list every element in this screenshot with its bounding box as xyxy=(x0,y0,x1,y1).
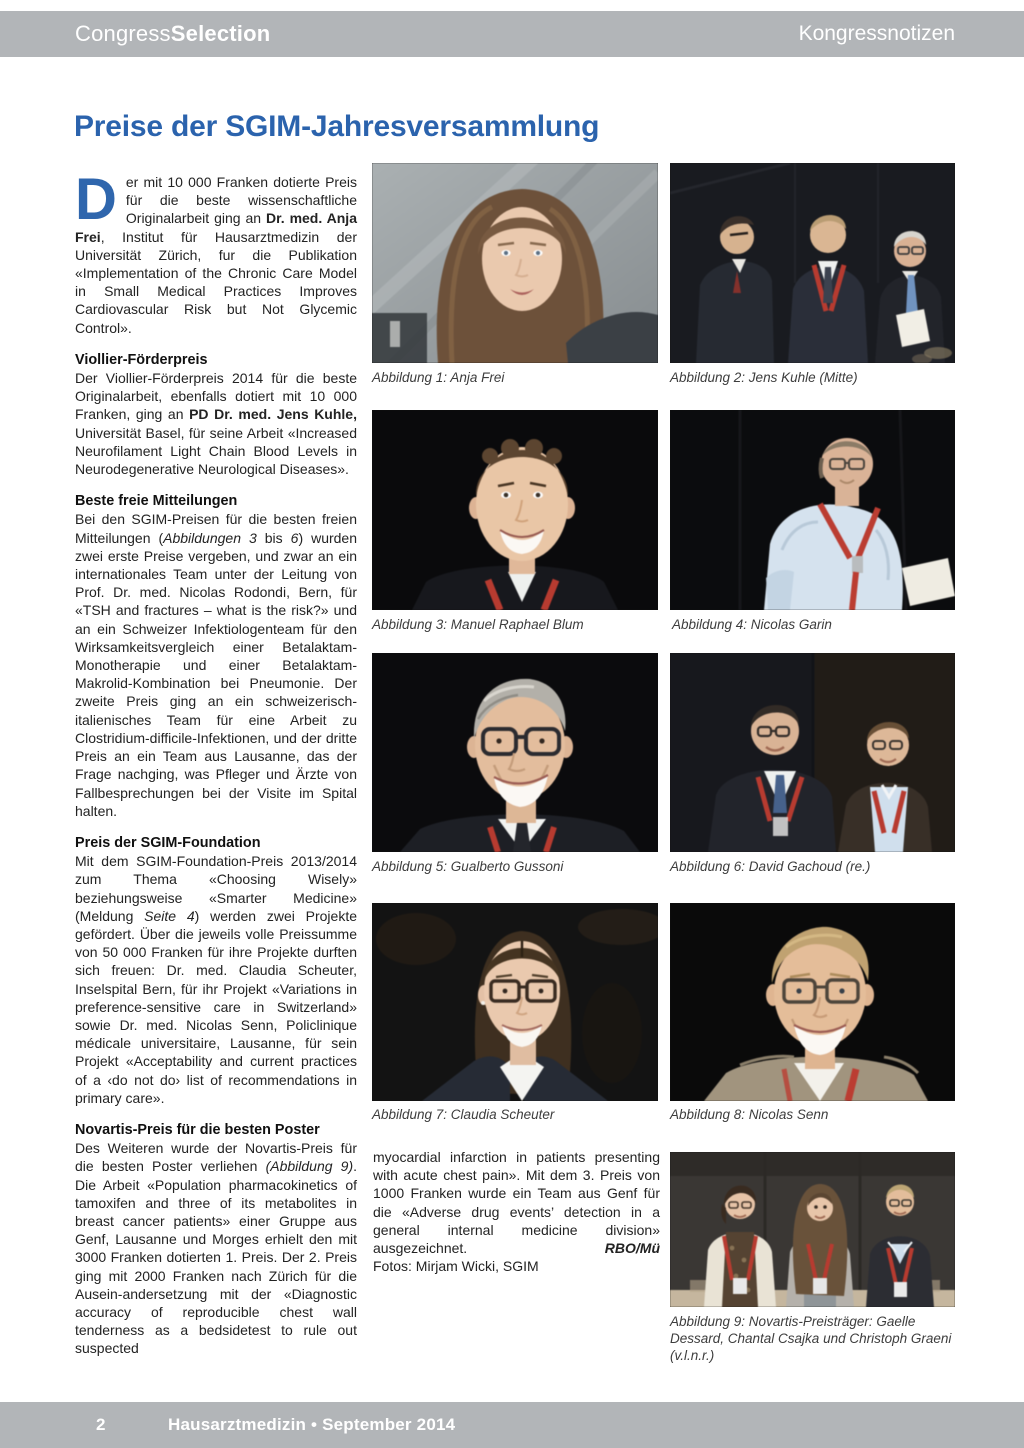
figure-5-illustration xyxy=(372,653,658,852)
paragraph-novartis: Des Weiteren wurde der Novartis-Preis für die besten Poster verliehen (Abbildung 9). Die Arbeit «Population pharmacokinetics of tamoxifen and three of its metabolites in breast cancer patients» einer Gruppe aus Genf, Lausanne und Morges erhielt den mit 3000 Franken dotierten 1. Preis. Der 2. Preis ging mit 2000 Franken nach Zürich für die Ausein-andersetzung mit der «Diagnostic accuracy of reproducible chest wall tenderness as a bedsidetest to rule out suspected xyxy=(75,1140,357,1357)
figure-5-photo xyxy=(372,653,658,852)
figure-1-photo xyxy=(372,163,658,363)
figure-9-caption: Abbildung 9: Novartis-Preisträger: Gaelle Dessard, Chantal Csajka und Christoph Graeni (v.l.n.r.) xyxy=(670,1314,952,1363)
journal-logo xyxy=(75,11,270,57)
figure-2-photo xyxy=(670,163,955,363)
continuation-paragraph: myocardial infarction in patients presenting with acute chest pain». Mit dem 3. Preis von 1000 Franken wurde ein Team aus Genf für die «Adverse drug events’ detection in a general internal medicine division» ausgezeichnet. xyxy=(373,1149,660,1257)
dropcap: D xyxy=(75,167,117,232)
footer-journal: Hausarztmedizin • September 2014 xyxy=(168,1415,456,1434)
journal-logo-bold: Selection xyxy=(170,21,271,46)
figure-7-illustration xyxy=(372,903,658,1101)
figure-3-illustration xyxy=(372,410,658,610)
heading-viollier: Viollier-Förderpreis xyxy=(75,351,208,368)
figure-8-illustration xyxy=(670,903,955,1101)
figure-3-caption: Abbildung 3: Manuel Raphael Blum xyxy=(372,617,584,632)
journal-logo-regular: Congress xyxy=(75,21,171,46)
figure-2-illustration xyxy=(670,163,955,363)
figure-4-caption: Abbildung 4: Nicolas Garin xyxy=(672,617,832,632)
paragraph-sgim-foundation: Mit dem SGIM-Foundation-Preis 2013/2014 zum Thema «Choosing Wisely» beziehungsweise «Smarter Medicine» (Meldung Seite 4) werden zwei Projekte gefördert. Über die jeweils volle Preissumme von 50 000 Franken für ihre Projekte durften sich freuen: Dr. med. Claudia Scheuter, Inselspital Bern, für ihr Projekt «Variations in preference-sensitive care in Switzerland» sowie Dr. med. Nicolas Senn, Policlinique médicale universitaire, Lausanne, für sein Projekt «Acceptability and current practices of a ‹do not do› list of recommendations in primary care». xyxy=(75,853,357,1106)
figure-7-caption: Abbildung 7: Claudia Scheuter xyxy=(372,1107,555,1122)
figure-6-illustration xyxy=(670,653,955,852)
figure-1-illustration xyxy=(372,163,658,363)
figure-4-illustration xyxy=(670,410,955,610)
figure-9-photo xyxy=(670,1152,955,1307)
heading-sgim-foundation: Preis der SGIM-Foundation xyxy=(75,834,261,851)
page-number: 2 xyxy=(96,1415,106,1434)
lead-paragraph xyxy=(75,167,357,337)
paragraph-mitteilungen: Bei den SGIM-Preisen für die besten freien Mitteilungen (Abbildungen 3 bis 6) wurden zwei erste Preise vergeben, und zwar an ein internationales Team unter der Leitung von Prof. Dr. med. Nicolas Rodondi, Bern, für «TSH and fractures – what is the risk?» und an ein Schweizer Infektiologenteam für den Wirksamkeitsvergleich einer Betalaktam-Monotherapie und einer Betalaktam-Makrolid-Kombination bei Pneumonie. Der zweite Preis ging an ein schweizerisch-italienisches Team für eine Arbeit zu Clostridium-difficile-Infektionen, und der dritte Preis an ein Team aus Lausanne, das der Frage nachging, was Pfleger und Ärzte von Fallbesprechungen bei der Visite im Spital halten. xyxy=(75,511,357,819)
author-signature: RBO/Mü xyxy=(604,1240,660,1257)
figure-9-illustration xyxy=(670,1152,955,1307)
figure-5-caption: Abbildung 5: Gualberto Gussoni xyxy=(372,859,564,874)
figure-4-photo xyxy=(670,410,955,610)
figure-1-caption: Abbildung 1: Anja Frei xyxy=(372,370,505,385)
figure-2-caption: Abbildung 2: Jens Kuhle (Mitte) xyxy=(670,370,858,385)
article-left-column xyxy=(75,167,357,1358)
figure-7-photo xyxy=(372,903,658,1101)
figure-6-caption: Abbildung 6: David Gachoud (re.) xyxy=(670,859,871,874)
heading-novartis: Novartis-Preis für die besten Poster xyxy=(75,1121,320,1138)
heading-mitteilungen: Beste freie Mitteilungen xyxy=(75,493,238,510)
photo-credit: Fotos: Mirjam Wicki, SGIM xyxy=(373,1258,539,1275)
figure-8-photo xyxy=(670,903,955,1101)
article-continuation xyxy=(373,1148,660,1275)
lead-text: er mit 10 000 Franken dotierte Preis für die beste wissenschaftliche Originalarbeit ging an Dr. med. Anja Frei, Institut für Hausarztmedizin der Universität Zürich, fur die Publikation «Implementation of the Chronic Care Model in Small Medical Practices Improves Cardiovascular Risk but Not Glycemic Control». xyxy=(75,174,357,336)
figure-3-photo xyxy=(372,410,658,610)
paragraph-viollier: Der Viollier-Förderpreis 2014 für die beste Originalarbeit, ebenfalls dotiert mit 10 000 Franken, ging an PD Dr. med. Jens Kuhle, Universität Basel, für seine Arbeit «Increased Neurofilament Light Chain Blood Levels in Neurodegenerative Neurological Diseases». xyxy=(75,370,357,478)
page-title: Preise der SGIM-Jahresversammlung xyxy=(74,110,600,144)
figure-8-caption: Abbildung 8: Nicolas Senn xyxy=(670,1107,829,1122)
section-label: Kongressnotizen xyxy=(798,22,955,45)
footer-bar xyxy=(0,1402,1024,1448)
figure-6-photo xyxy=(670,653,955,852)
